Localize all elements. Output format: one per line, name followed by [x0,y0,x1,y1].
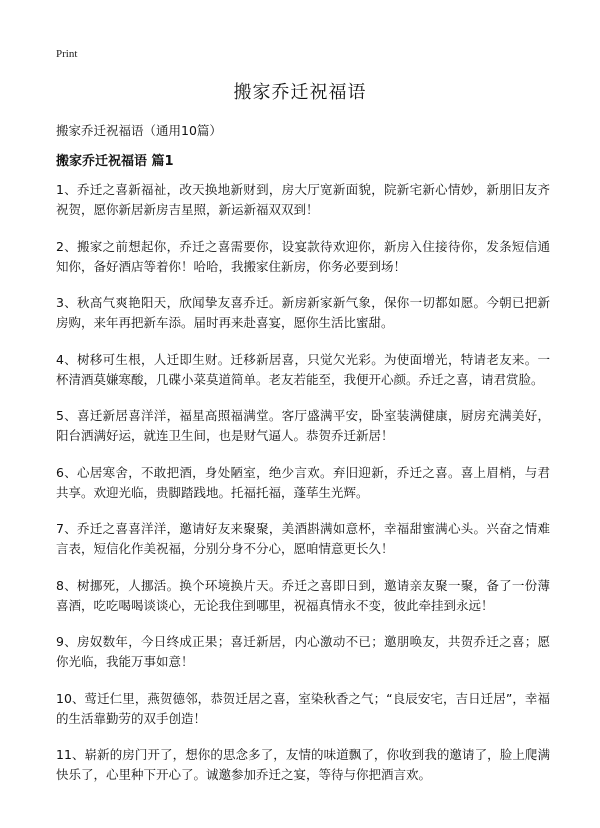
blessing-item-11: 11、崭新的房门开了，想你的思念多了，友情的味道飘了，你收到我的邀请了，脸上爬满快乐了，心里种下开心了。诚邀参加乔迁之宴，等待与你把酒言欢。 [56,747,550,782]
blessing-item-8: 8、树挪死，人挪活。换个环境换片天。乔迁之喜即日到，邀请亲友聚一聚，备了一份薄喜酒，吃吃喝喝谈谈心，无论我住到哪里，祝福真情永不变，彼此牵挂到永远！ [56,577,550,613]
blessing-item-5: 5、喜迁新居喜洋洋，福星高照福满堂。客厅盛满平安，卧室装满健康，厨房充满美好，阳台洒满好运，就连卫生间，也是财气逼人。恭贺乔迁新居！ [56,408,550,443]
blessing-item-9: 9、房奴数年，今日终成正果；喜迁新居，内心激动不已；邀朋唤友，共贺乔迁之喜；愿你光临，我能万事如意！ [56,634,550,669]
blessing-item-3: 3、秋高气爽艳阳天，欣闻挚友喜乔迁。新房新家新气象，保你一切都如愿。今朝已把新房购，来年再把新车添。届时再来赴喜宴，愿你生活比蜜甜。 [56,295,550,330]
print-link[interactable]: Print [56,48,78,60]
page-title: 搬家乔迁祝福语 [233,82,367,103]
blessing-item-10: 10、莺迁仁里，燕贺德邻，恭贺迁居之喜，室染秋香之气；“良辰安宅，吉日迁居”，幸福的生活靠勤劳的双手创造！ [56,690,550,726]
section-heading: 搬家乔迁祝福语 篇1 [56,154,174,169]
blessing-item-1: 1、乔迁之喜新福祉，改天换地新财到，房大厅宽新面貌，院新宅新心情妙，新朋旧友齐祝贺，愿你新居新房吉星照，新运新福双双到！ [56,182,550,217]
blessing-item-2: 2、搬家之前想起你，乔迁之喜需要你，设宴款待欢迎你，新房入住接待你，发条短信通知你，备好酒店等着你！哈哈，我搬家住新房，你务必要到场！ [56,238,550,274]
blessing-list [56,180,550,802]
blessing-item-4: 4、树移可生根，人迁即生财。迁移新居喜，只觉欠光彩。为使面增光，特请老友来。一杯清酒莫嫌寒酸，几碟小菜莫道简单。老友若能至，我便开心颜。乔迁之喜，请君赏脸。 [56,351,550,387]
document-subtitle: 搬家乔迁祝福语（通用10篇） [56,123,222,138]
blessing-item-7: 7、乔迁之喜喜洋洋，邀请好友来聚聚，美酒斟满如意杯，幸福甜蜜满心头。兴奋之情难言表，短信化作美祝福，分别分身不分心，愿咱情意更长久！ [56,521,550,556]
blessing-item-6: 6、心居寒舍，不敢把酒，身处陋室，绝少言欢。弃旧迎新，乔迁之喜。喜上眉梢，与君共享。欢迎光临，贵脚踏践地。托福托福，蓬荜生光辉。 [56,464,550,500]
